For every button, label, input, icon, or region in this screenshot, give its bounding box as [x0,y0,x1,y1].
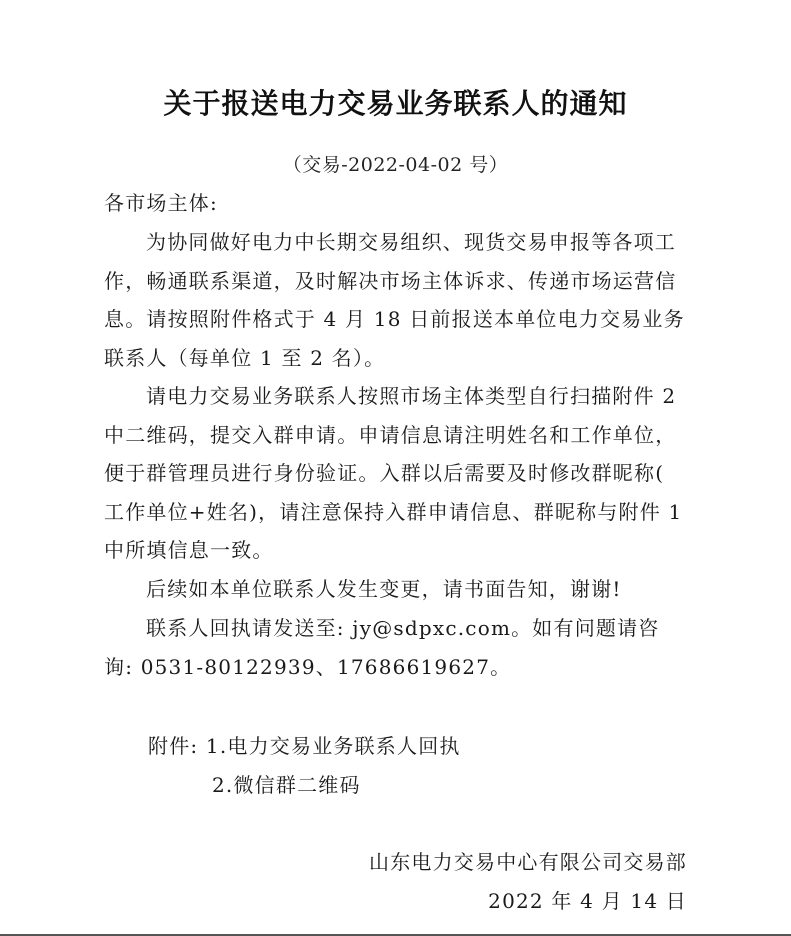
paragraph-group-join: 请电力交易业务联系人按照市场主体类型自行扫描附件 2 中二维码，提交入群申请。申请信息请注明姓名和工作单位，便于群管理员进行身份验证。入群以后需要及时修改群昵称( 工作单位+姓名)，请注意保持入群申请信息、群昵称与附件 1 中所填信息一致。 [104,384,683,562]
salutation: 各市场主体: [104,191,218,215]
document-title: 关于报送电力交易业务联系人的通知 [163,87,628,120]
issuing-organization: 山东电力交易中心有限公司交易部 [369,850,687,874]
attachments-block [148,727,461,804]
document-number: （交易-2022-04-02 号） [282,154,509,176]
signature-block [369,843,687,920]
attachments-label: 附件: [148,734,206,758]
attachment-item: 1.电力交易业务联系人回执 [205,734,461,758]
attachment-item: 2.微信群二维码 [212,772,361,797]
attachment-row-1 [148,727,461,766]
paragraph-contact: 联系人回执请发送至: jy@sdpxc.com。如有问题请咨询: 0531-80122939、17686619627。 [104,616,660,679]
issue-date: 2022 年 4 月 14 日 [488,888,687,913]
paragraph-change-notice: 后续如本单位联系人发生变更，请书面告知，谢谢! [146,577,622,601]
paragraph-purpose: 为协同做好电力中长期交易组织、现货交易申报等各项工作，畅通联系渠道，及时解决市场主体诉求、传递市场运营信息。请按照附件格式于 4 月 18 日前报送本单位电力交易业务联系人（每单位 1 至 2 名）。 [104,230,685,370]
